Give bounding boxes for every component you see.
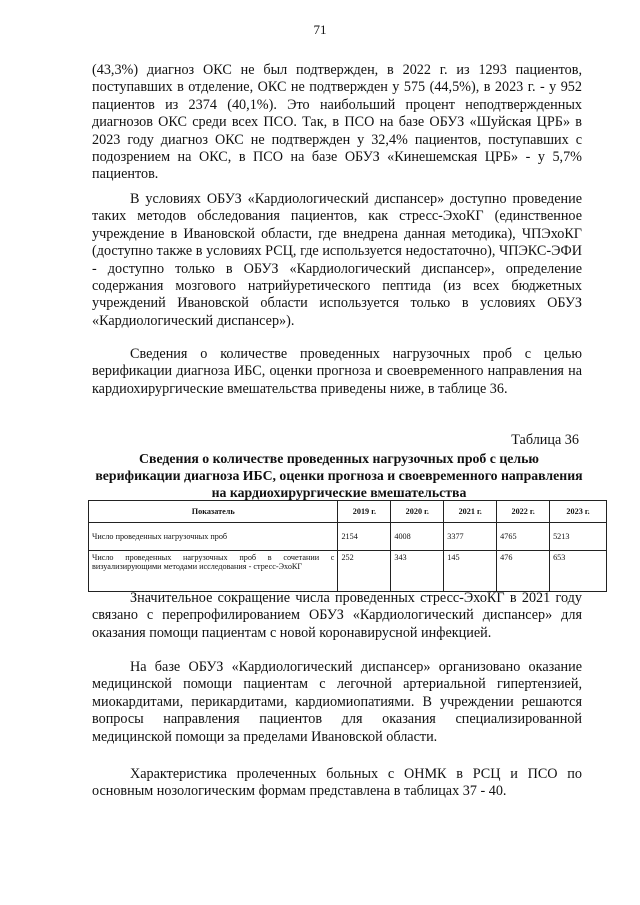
paragraph-5: На базе ОБУЗ «Кардиологический диспансер» организовано оказание медицинской помощи пациентам с легочной артериальной гипертензией, миокардитами, перикардитами, кардиомиопатиями. В учреждении решаются вопросы направления пациентов для оказания специализированной медицинской помощи за пределами Ивановской области.: [92, 659, 582, 745]
column-header: 2020 г.: [391, 501, 444, 523]
table-caption: Таблица 36: [511, 432, 579, 448]
data-table: [88, 500, 607, 592]
column-header: 2021 г.: [444, 501, 497, 523]
table-cell: Число проведенных нагрузочных проб в сочетании с визуализирующими методами исследования - стресс-ЭхоКГ: [89, 551, 338, 592]
page-number: 71: [313, 22, 327, 37]
paragraph-1: (43,3%) диагноз ОКС не был подтвержден, в 2022 г. из 1293 пациентов, поступавших в отделение, ОКС не подтвержден у 575 (44,5%), в 2023 г. - у 952 пациентов из 2374 (40,1%). Это наибольший процент неподтвержденных диагнозов ОКС среди всех ПСО. Так, в ПСО на базе ОБУЗ «Шуйская ЦРБ» в 2023 году диагноз ОКС не подтвержден у 32,4% пациентов, поступавших с подозрением на ОКС, в ПСО на базе ОБУЗ «Кинешемская ЦРБ» - у 5,7% пациентов.: [92, 62, 582, 183]
table-row: [89, 523, 607, 551]
column-header: Показатель: [89, 501, 338, 523]
table-title: Сведения о количестве проведенных нагрузочных проб с целью верификации диагноза ИБС, оценки прогноза и своевременного направления на кардиохирургические вмешательства: [95, 451, 583, 501]
table-cell: 2154: [338, 523, 391, 551]
paragraph-3: Сведения о количестве проведенных нагрузочных проб с целью верификации диагноза ИБС, оценки прогноза и своевременного направления на кардиохирургические вмешательства приведены ниже, в таблице 36.: [92, 346, 582, 397]
table-row: [89, 551, 607, 592]
table-cell: 476: [497, 551, 550, 592]
paragraph-4: Значительное сокращение числа проведенных стресс-ЭхоКГ в 2021 году связано с перепрофилированием ОБУЗ «Кардиологический диспансер» для оказания помощи пациентам с новой коронавирусной инфекцией.: [92, 590, 582, 641]
table-header-row: [89, 501, 607, 523]
table-cell: 3377: [444, 523, 497, 551]
paragraph-6: Характеристика пролеченных больных с ОНМК в РСЦ и ПСО по основным нозологическим формам представлена в таблицах 37 - 40.: [92, 766, 582, 800]
column-header: 2019 г.: [338, 501, 391, 523]
table-cell: 4008: [391, 523, 444, 551]
table-cell: 343: [391, 551, 444, 592]
paragraph-2: В условиях ОБУЗ «Кардиологический диспансер» доступно проведение таких методов обследования пациентов, как стресс-ЭхоКГ (единственное учреждение в Ивановской области, где внедрена данная методика), ЧПЭхоКГ (доступно также в условиях РСЦ, где используется недостаточно), ЧПЭКС-ЭФИ - доступно только в ОБУЗ «Кардиологический диспансер», определение содержания мозгового натрийуретического пептида (из всех бюджетных учреждений Ивановской области используется только в условиях ОБУЗ «Кардиологический диспансер»).: [92, 191, 582, 329]
table-cell: 5213: [550, 523, 607, 551]
table-cell: 145: [444, 551, 497, 592]
table-cell: 653: [550, 551, 607, 592]
table-cell: Число проведенных нагрузочных проб: [89, 523, 338, 551]
column-header: 2022 г.: [497, 501, 550, 523]
table-cell: 252: [338, 551, 391, 592]
table-cell: 4765: [497, 523, 550, 551]
column-header: 2023 г.: [550, 501, 607, 523]
